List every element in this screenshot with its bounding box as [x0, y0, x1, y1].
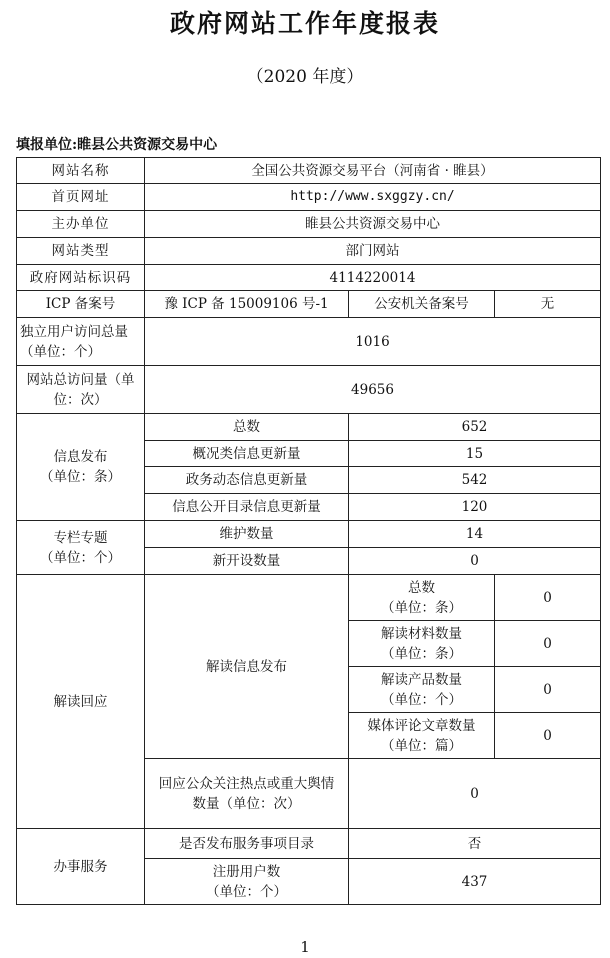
page-number: 1 — [300, 938, 310, 956]
cell-label: 网站总访问量（单位：次） — [17, 366, 145, 414]
cell-label: 概况类信息更新量 — [145, 441, 349, 467]
cell-unit: （单位：条） — [381, 599, 462, 616]
cell-label: 公安机关备案号 — [349, 291, 495, 318]
info-publish-label — [17, 414, 145, 521]
cell-value: 49656 — [145, 366, 601, 414]
service-label: 办事服务 — [17, 829, 145, 905]
row-service-catalog — [17, 829, 601, 859]
row-interpret-total — [17, 575, 601, 621]
row-site-id — [17, 265, 601, 291]
cell-value: 睢县公共资源交易中心 — [145, 211, 601, 238]
cell-label: 网站类型 — [17, 238, 145, 265]
cell-unit: （单位：篇） — [381, 737, 462, 754]
filing-unit: 填报单位:睢县公共资源交易中心 — [16, 137, 218, 153]
cell-label: 总数 — [145, 414, 349, 441]
cell-label: 信息公开目录信息更新量 — [145, 494, 349, 521]
cell-value: 全国公共资源交易平台（河南省 · 睢县） — [145, 158, 601, 184]
cell-label: ICP 备案号 — [17, 291, 145, 318]
cell-label: 政府网站标识码 — [17, 265, 145, 291]
cell-value: http://www.sxggzy.cn/ — [145, 184, 601, 211]
row-site-type — [17, 238, 601, 265]
row-icp — [17, 291, 601, 318]
interpret-label: 解读回应 — [17, 575, 145, 829]
cell-value: 0 — [495, 621, 601, 667]
report-title: 政府网站工作年度报表 — [169, 9, 440, 38]
cell-label: 是否发布服务事项目录 — [145, 829, 349, 859]
cell-label: 注册用户数 — [212, 863, 281, 880]
cell-value: 542 — [349, 467, 601, 494]
service-users-label — [145, 859, 349, 905]
cell-label: 总数 — [408, 579, 435, 596]
cell-value: 0 — [495, 575, 601, 621]
cell-value: 0 — [495, 667, 601, 713]
cell-label: 解读产品数量 — [381, 671, 462, 688]
interpret-material-label — [349, 621, 495, 667]
row-info-total — [17, 414, 601, 441]
cell-unit: （单位：个） — [381, 691, 462, 708]
cell-label: 新开设数量 — [145, 548, 349, 575]
cell-label: 信息发布 — [53, 449, 108, 465]
cell-value: 无 — [495, 291, 601, 318]
cell-value: 4114220014 — [145, 265, 601, 291]
columns-label — [17, 521, 145, 575]
cell-label: 独立用户访问总量（单位：个） — [17, 318, 145, 366]
cell-value: 0 — [349, 548, 601, 575]
cell-value: 652 — [349, 414, 601, 441]
cell-unit: （单位：个） — [40, 549, 121, 566]
cell-unit: （单位：条） — [381, 645, 462, 662]
row-sponsor — [17, 211, 601, 238]
cell-label: 首页网址 — [17, 184, 145, 211]
cell-value: 豫 ICP 备 15009106 号-1 — [145, 291, 349, 318]
row-unique-visitors — [17, 318, 601, 366]
cell-label: 回应公众关注热点或重大舆情数量（单位：次） — [145, 759, 349, 829]
cell-label: 解读材料数量 — [381, 625, 462, 642]
cell-label: 专栏专题 — [53, 529, 108, 546]
interpret-publish-label: 解读信息发布 — [145, 575, 349, 759]
interpret-total-label — [349, 575, 495, 621]
cell-value: 部门网站 — [145, 238, 601, 265]
cell-label: 维护数量 — [145, 521, 349, 548]
interpret-media-label — [349, 713, 495, 759]
cell-label: 网站名称 — [17, 158, 145, 184]
report-year: （2020 年度） — [246, 67, 364, 87]
cell-unit: （单位：条） — [40, 469, 121, 485]
cell-value: 否 — [349, 829, 601, 859]
row-total-visits — [17, 366, 601, 414]
report-table — [16, 157, 601, 905]
cell-label: 主办单位 — [17, 211, 145, 238]
row-columns-maintain — [17, 521, 601, 548]
cell-value: 437 — [349, 859, 601, 905]
cell-label: 媒体评论文章数量 — [367, 717, 476, 734]
cell-label: 政务动态信息更新量 — [145, 467, 349, 494]
cell-value: 15 — [349, 441, 601, 467]
cell-value: 0 — [349, 759, 601, 829]
interpret-product-label — [349, 667, 495, 713]
cell-unit: （单位：个） — [206, 883, 287, 900]
row-site-name — [17, 158, 601, 184]
cell-value: 14 — [349, 521, 601, 548]
row-home-url — [17, 184, 601, 211]
cell-value: 120 — [349, 494, 601, 521]
cell-value: 1016 — [145, 318, 601, 366]
cell-value: 0 — [495, 713, 601, 759]
